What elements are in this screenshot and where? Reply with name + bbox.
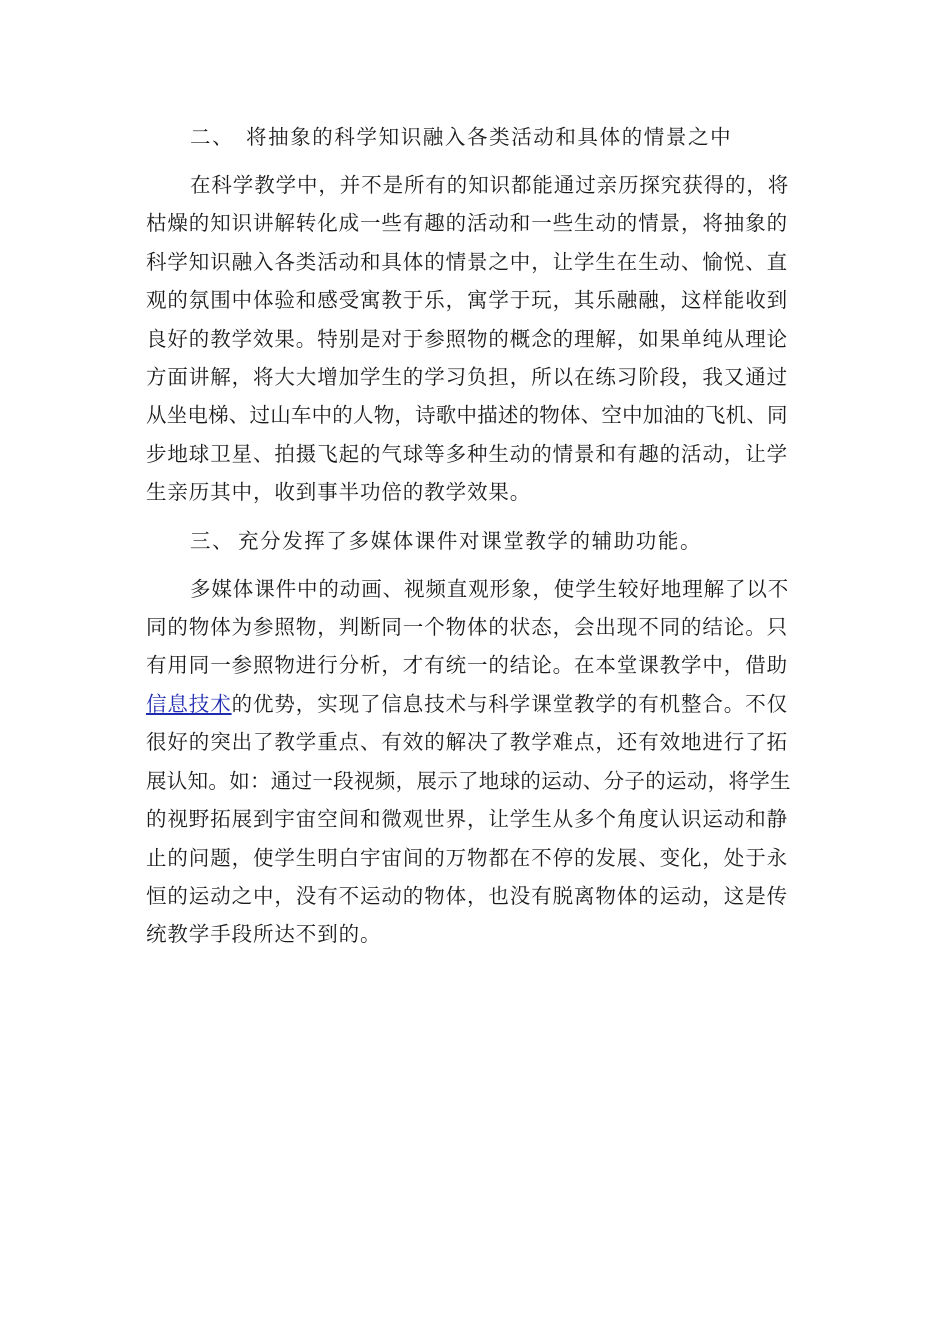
paragraph-line: 观的氛围中体验和感受寓教于乐，寓学于玩，其乐融融，这样能收到 <box>146 288 788 313</box>
section-3-paragraph <box>146 570 806 954</box>
paragraph-line: 从坐电梯、过山车中的人物，诗歌中描述的物体、空中加油的飞机、同 <box>146 403 788 428</box>
paragraph-line: 很好的突出了教学重点、有效的解决了教学难点，还有效地进行了拓 <box>146 730 788 755</box>
section-2-heading <box>146 118 806 156</box>
section-2-title: 将抽象的科学知识融入各类活动和具体的情景之中 <box>246 125 733 149</box>
paragraph-line-with-link <box>146 685 806 723</box>
paragraph-line: 方面讲解，将大大增加学生的学习负担，所以在练习阶段，我又通过 <box>146 365 788 390</box>
paragraph-line: 展认知。如：通过一段视频，展示了地球的运动、分子的运动，将学生 <box>146 768 791 793</box>
link-line-rest: 的优势，实现了信息技术与科学课堂教学的有机整合。不仅 <box>231 691 789 716</box>
section-3-heading <box>146 522 806 560</box>
section-3-number: 三、 <box>190 528 235 553</box>
paragraph-line: 统教学手段所达不到的。 <box>146 922 382 947</box>
paragraph-line: 止的问题，使学生明白宇宙间的万物都在不停的发展、变化，处于永 <box>146 845 788 870</box>
paragraph-line: 科学知识融入各类活动和具体的情景之中，让学生在生动、愉悦、直 <box>146 249 788 274</box>
section-2-number: 二、 <box>190 125 235 149</box>
section-2-paragraph <box>146 166 806 512</box>
paragraph-line: 生亲历其中，收到事半功倍的教学效果。 <box>146 480 532 505</box>
section-3-title: 充分发挥了多媒体课件对课堂教学的辅助功能。 <box>238 528 703 553</box>
paragraph-line: 多媒体课件中的动画、视频直观形象，使学生较好地理解了以不 <box>190 576 790 601</box>
paragraph-line: 有用同一参照物进行分析，才有统一的结论。在本堂课教学中，借助 <box>146 653 788 678</box>
paragraph-line: 的视野拓展到宇宙空间和微观世界，让学生从多个角度认识运动和静 <box>146 807 788 832</box>
paragraph-line: 枯燥的知识讲解转化成一些有趣的活动和一些生动的情景，将抽象的 <box>146 211 788 236</box>
paragraph-line: 同的物体为参照物，判断同一个物体的状态，会出现不同的结论。只 <box>146 615 788 640</box>
paragraph-line: 恒的运动之中，没有不运动的物体，也没有脱离物体的运动，这是传 <box>146 883 788 908</box>
info-tech-link[interactable]: 信息技术 <box>146 691 232 716</box>
document-page <box>146 118 806 954</box>
paragraph-line: 在科学教学中，并不是所有的知识都能通过亲历探究获得的，将 <box>190 173 790 197</box>
paragraph-line: 良好的教学效果。特别是对于参照物的概念的理解，如果单纯从理论 <box>146 326 788 351</box>
paragraph-line: 步地球卫星、拍摄飞起的气球等多种生动的情景和有趣的活动，让学 <box>146 441 788 466</box>
